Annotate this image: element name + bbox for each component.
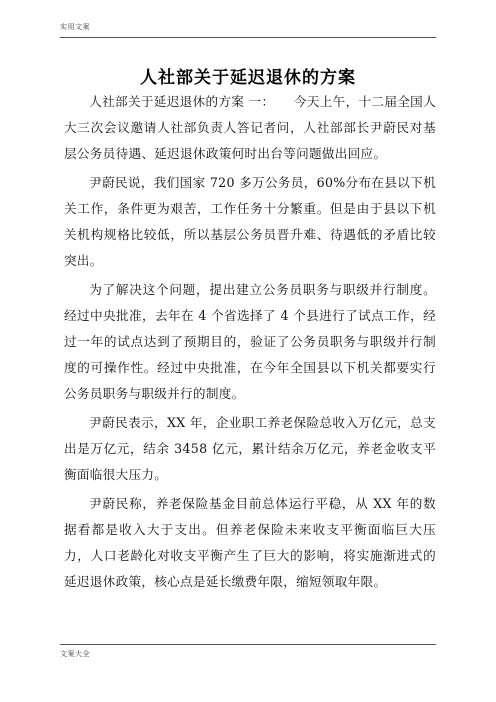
page-header-label: 实用文案 bbox=[60, 23, 90, 31]
paragraph: 尹蔚民说，我们国家 720 多万公务员，60%分布在县以下机关工作，条件更为艰苦，工作任务十分繁重。但是由于县以下机关机构规格比较低，所以基层公务员晋升难、待遇低的矛盾比较突出。 bbox=[64, 175, 436, 268]
paragraph: 人社部关于延迟退休的方案 一： 今天上午，十二届全国人大三次会议邀请人社部负责人答记者问，人社部部长尹蔚民对基层公务员待遇、延迟退休政策何时出台等问题做出回应。 bbox=[64, 94, 436, 161]
header-divider bbox=[60, 37, 436, 38]
paragraph: 为了解决这个问题，提出建立公务员职务与职级并行制度。经过中央批准，去年在 4 个省选择了 4 个县进行了试点工作，经过一年的试点达到了预期目的，验证了公务员职务与职级并行制度的可操作性。经过中央批准，在今年全国县以下机关都要实行公务员职务与职级并行的制度。 bbox=[64, 282, 436, 401]
paragraph: 尹蔚民称，养老保险基金目前总体运行平稳，从 XX 年的数据看都是收入大于支出。但养老保险未来收支平衡面临巨大压力，人口老龄化对收支平衡产生了巨大的影响，将实施渐进式的延迟退休政策，核心点是延长缴费年限，缩短领取年限。 bbox=[64, 496, 436, 589]
page-footer-label: 文案大全 bbox=[60, 650, 90, 658]
document-body bbox=[64, 89, 436, 598]
footer-divider bbox=[60, 644, 436, 645]
document-title: 人社部关于延迟退休的方案 bbox=[140, 68, 356, 88]
paragraph: 尹蔚民表示，XX 年，企业职工养老保险总收入万亿元，总支出是万亿元，结余 3458 亿元，累计结余万亿元，养老金收支平衡面临很大压力。 bbox=[64, 415, 436, 482]
